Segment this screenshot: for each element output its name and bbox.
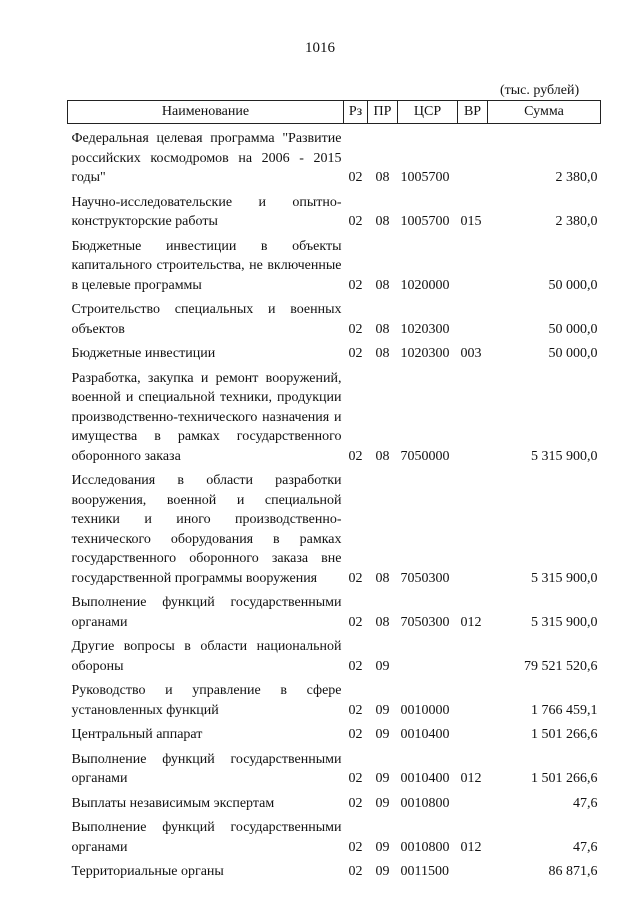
cell-pr: 08 bbox=[375, 614, 390, 630]
cell-pr: 08 bbox=[375, 170, 390, 185]
header-pr: ПР bbox=[368, 101, 398, 124]
table-row bbox=[68, 720, 601, 745]
cell-vr: 003 bbox=[460, 346, 482, 361]
table-row bbox=[68, 813, 601, 857]
table-row bbox=[68, 124, 601, 188]
cell-name: Выплаты независимым экспертам bbox=[71, 795, 275, 811]
cell-csr: 7050300 bbox=[400, 570, 450, 586]
cell-csr: 1005700 bbox=[400, 170, 450, 185]
cell-csr: 0011500 bbox=[400, 864, 449, 879]
cell-sum: 79 521 520,6 bbox=[524, 658, 598, 674]
cell-sum: 2 380,0 bbox=[555, 214, 598, 229]
cell-sum: 50 000,0 bbox=[548, 321, 598, 337]
cell-csr: 0010000 bbox=[400, 702, 450, 718]
cell-sum: 47,6 bbox=[573, 795, 598, 811]
cell-pr: 08 bbox=[375, 570, 390, 586]
cell-csr bbox=[398, 632, 458, 676]
cell-csr: 0010400 bbox=[400, 727, 450, 742]
table-body bbox=[68, 124, 601, 882]
header-sum: Сумма bbox=[488, 101, 601, 124]
cell-rz: 02 bbox=[348, 771, 363, 786]
table-row bbox=[68, 588, 601, 632]
header-rz: Рз bbox=[344, 101, 368, 124]
cell-pr: 08 bbox=[375, 277, 390, 293]
cell-name: Исследования в области разработки вооружения, военной и специальной техники и иного производственно-технического оборудования в рамках государственного оборонного заказа вне государственной программы вооружения bbox=[71, 473, 342, 586]
header-csr: ЦСР bbox=[398, 101, 458, 124]
cell-sum: 5 315 900,0 bbox=[531, 614, 598, 630]
cell-pr: 08 bbox=[375, 346, 390, 361]
cell-rz: 02 bbox=[348, 614, 363, 630]
page-number: 1016 bbox=[305, 40, 335, 56]
cell-csr: 1020300 bbox=[400, 346, 450, 361]
cell-pr: 09 bbox=[375, 727, 390, 742]
cell-rz: 02 bbox=[348, 570, 363, 586]
cell-vr bbox=[458, 789, 488, 814]
cell-sum: 2 380,0 bbox=[555, 170, 598, 185]
cell-vr bbox=[458, 124, 488, 188]
cell-vr bbox=[458, 632, 488, 676]
cell-rz: 02 bbox=[348, 277, 363, 293]
cell-sum: 5 315 900,0 bbox=[531, 448, 598, 464]
cell-csr: 0010800 bbox=[400, 795, 450, 811]
header-name: Наименование bbox=[68, 101, 344, 124]
cell-rz: 02 bbox=[348, 170, 363, 185]
cell-name: Выполнение функций государственными органами bbox=[71, 751, 342, 786]
table-row bbox=[68, 745, 601, 789]
cell-rz: 02 bbox=[348, 702, 363, 718]
cell-rz: 02 bbox=[348, 214, 363, 229]
cell-rz: 02 bbox=[348, 346, 363, 361]
cell-vr bbox=[458, 466, 488, 588]
cell-vr: 012 bbox=[460, 771, 482, 786]
table-row bbox=[68, 295, 601, 339]
cell-vr: 012 bbox=[460, 614, 482, 630]
cell-pr: 08 bbox=[375, 214, 390, 229]
cell-csr: 1005700 bbox=[400, 214, 450, 229]
cell-pr: 09 bbox=[375, 658, 390, 674]
cell-csr: 0010800 bbox=[400, 839, 450, 855]
cell-rz: 02 bbox=[348, 321, 363, 337]
units-note: (тыс. рублей) bbox=[500, 83, 580, 98]
table-row bbox=[68, 466, 601, 588]
cell-pr: 08 bbox=[375, 448, 390, 464]
cell-rz: 02 bbox=[348, 448, 363, 464]
cell-name: Выполнение функций государственными органами bbox=[71, 595, 342, 630]
cell-sum: 50 000,0 bbox=[548, 346, 598, 361]
cell-csr: 1020000 bbox=[400, 277, 450, 293]
table-row bbox=[68, 676, 601, 720]
cell-name: Бюджетные инвестиции в объекты капитального строительства, не включенные в целевые программы bbox=[71, 238, 342, 293]
table-row bbox=[68, 789, 601, 814]
cell-vr: 012 bbox=[460, 839, 482, 855]
table-row bbox=[68, 857, 601, 882]
cell-vr bbox=[458, 295, 488, 339]
header-vr: ВР bbox=[458, 101, 488, 124]
table-row bbox=[68, 364, 601, 467]
cell-pr: 09 bbox=[375, 795, 390, 811]
table-row bbox=[68, 232, 601, 296]
table-header-row bbox=[68, 101, 601, 124]
cell-name: Бюджетные инвестиции bbox=[71, 346, 216, 361]
cell-name: Выполнение функций государственными органами bbox=[71, 820, 342, 855]
cell-vr: 015 bbox=[460, 214, 482, 229]
cell-rz: 02 bbox=[348, 658, 363, 674]
cell-vr bbox=[458, 232, 488, 296]
cell-csr: 0010400 bbox=[400, 771, 450, 786]
cell-name: Научно-исследовательские и опытно-конструкторские работы bbox=[71, 194, 342, 229]
cell-name: Руководство и управление в сфере установленных функций bbox=[71, 683, 342, 718]
cell-name: Территориальные органы bbox=[71, 864, 224, 879]
cell-csr: 7050300 bbox=[400, 614, 450, 630]
budget-table bbox=[67, 100, 601, 882]
cell-rz: 02 bbox=[348, 864, 363, 879]
cell-pr: 09 bbox=[375, 771, 390, 786]
cell-name: Строительство специальных и военных объектов bbox=[71, 302, 342, 337]
cell-vr bbox=[458, 857, 488, 882]
cell-vr bbox=[458, 720, 488, 745]
cell-vr bbox=[458, 676, 488, 720]
cell-csr: 7050000 bbox=[400, 448, 450, 464]
cell-pr: 09 bbox=[375, 702, 390, 718]
cell-rz: 02 bbox=[348, 795, 363, 811]
cell-pr: 09 bbox=[375, 839, 390, 855]
cell-rz: 02 bbox=[348, 727, 363, 742]
cell-pr: 09 bbox=[375, 864, 390, 879]
cell-csr: 1020300 bbox=[400, 321, 450, 337]
cell-pr: 08 bbox=[375, 321, 390, 337]
cell-sum: 1 766 459,1 bbox=[531, 702, 598, 718]
cell-sum: 50 000,0 bbox=[548, 277, 598, 293]
cell-sum: 47,6 bbox=[573, 839, 598, 855]
table-row bbox=[68, 339, 601, 364]
cell-name: Центральный аппарат bbox=[71, 727, 203, 742]
cell-sum: 1 501 266,6 bbox=[531, 771, 598, 786]
cell-name: Разработка, закупка и ремонт вооружений, военной и специальной техники, продукции производственно-технического назначения и имущества в рамках государственного оборонного заказа bbox=[71, 370, 342, 464]
cell-name: Федеральная целевая программа "Развитие российских космодромов на 2006 - 2015 годы" bbox=[71, 131, 342, 185]
cell-sum: 5 315 900,0 bbox=[531, 570, 598, 586]
cell-sum: 86 871,6 bbox=[548, 864, 598, 879]
cell-rz: 02 bbox=[348, 839, 363, 855]
cell-vr bbox=[458, 364, 488, 467]
table-row bbox=[68, 632, 601, 676]
cell-sum: 1 501 266,6 bbox=[531, 727, 598, 742]
table-row bbox=[68, 188, 601, 232]
cell-name: Другие вопросы в области национальной обороны bbox=[71, 639, 342, 674]
